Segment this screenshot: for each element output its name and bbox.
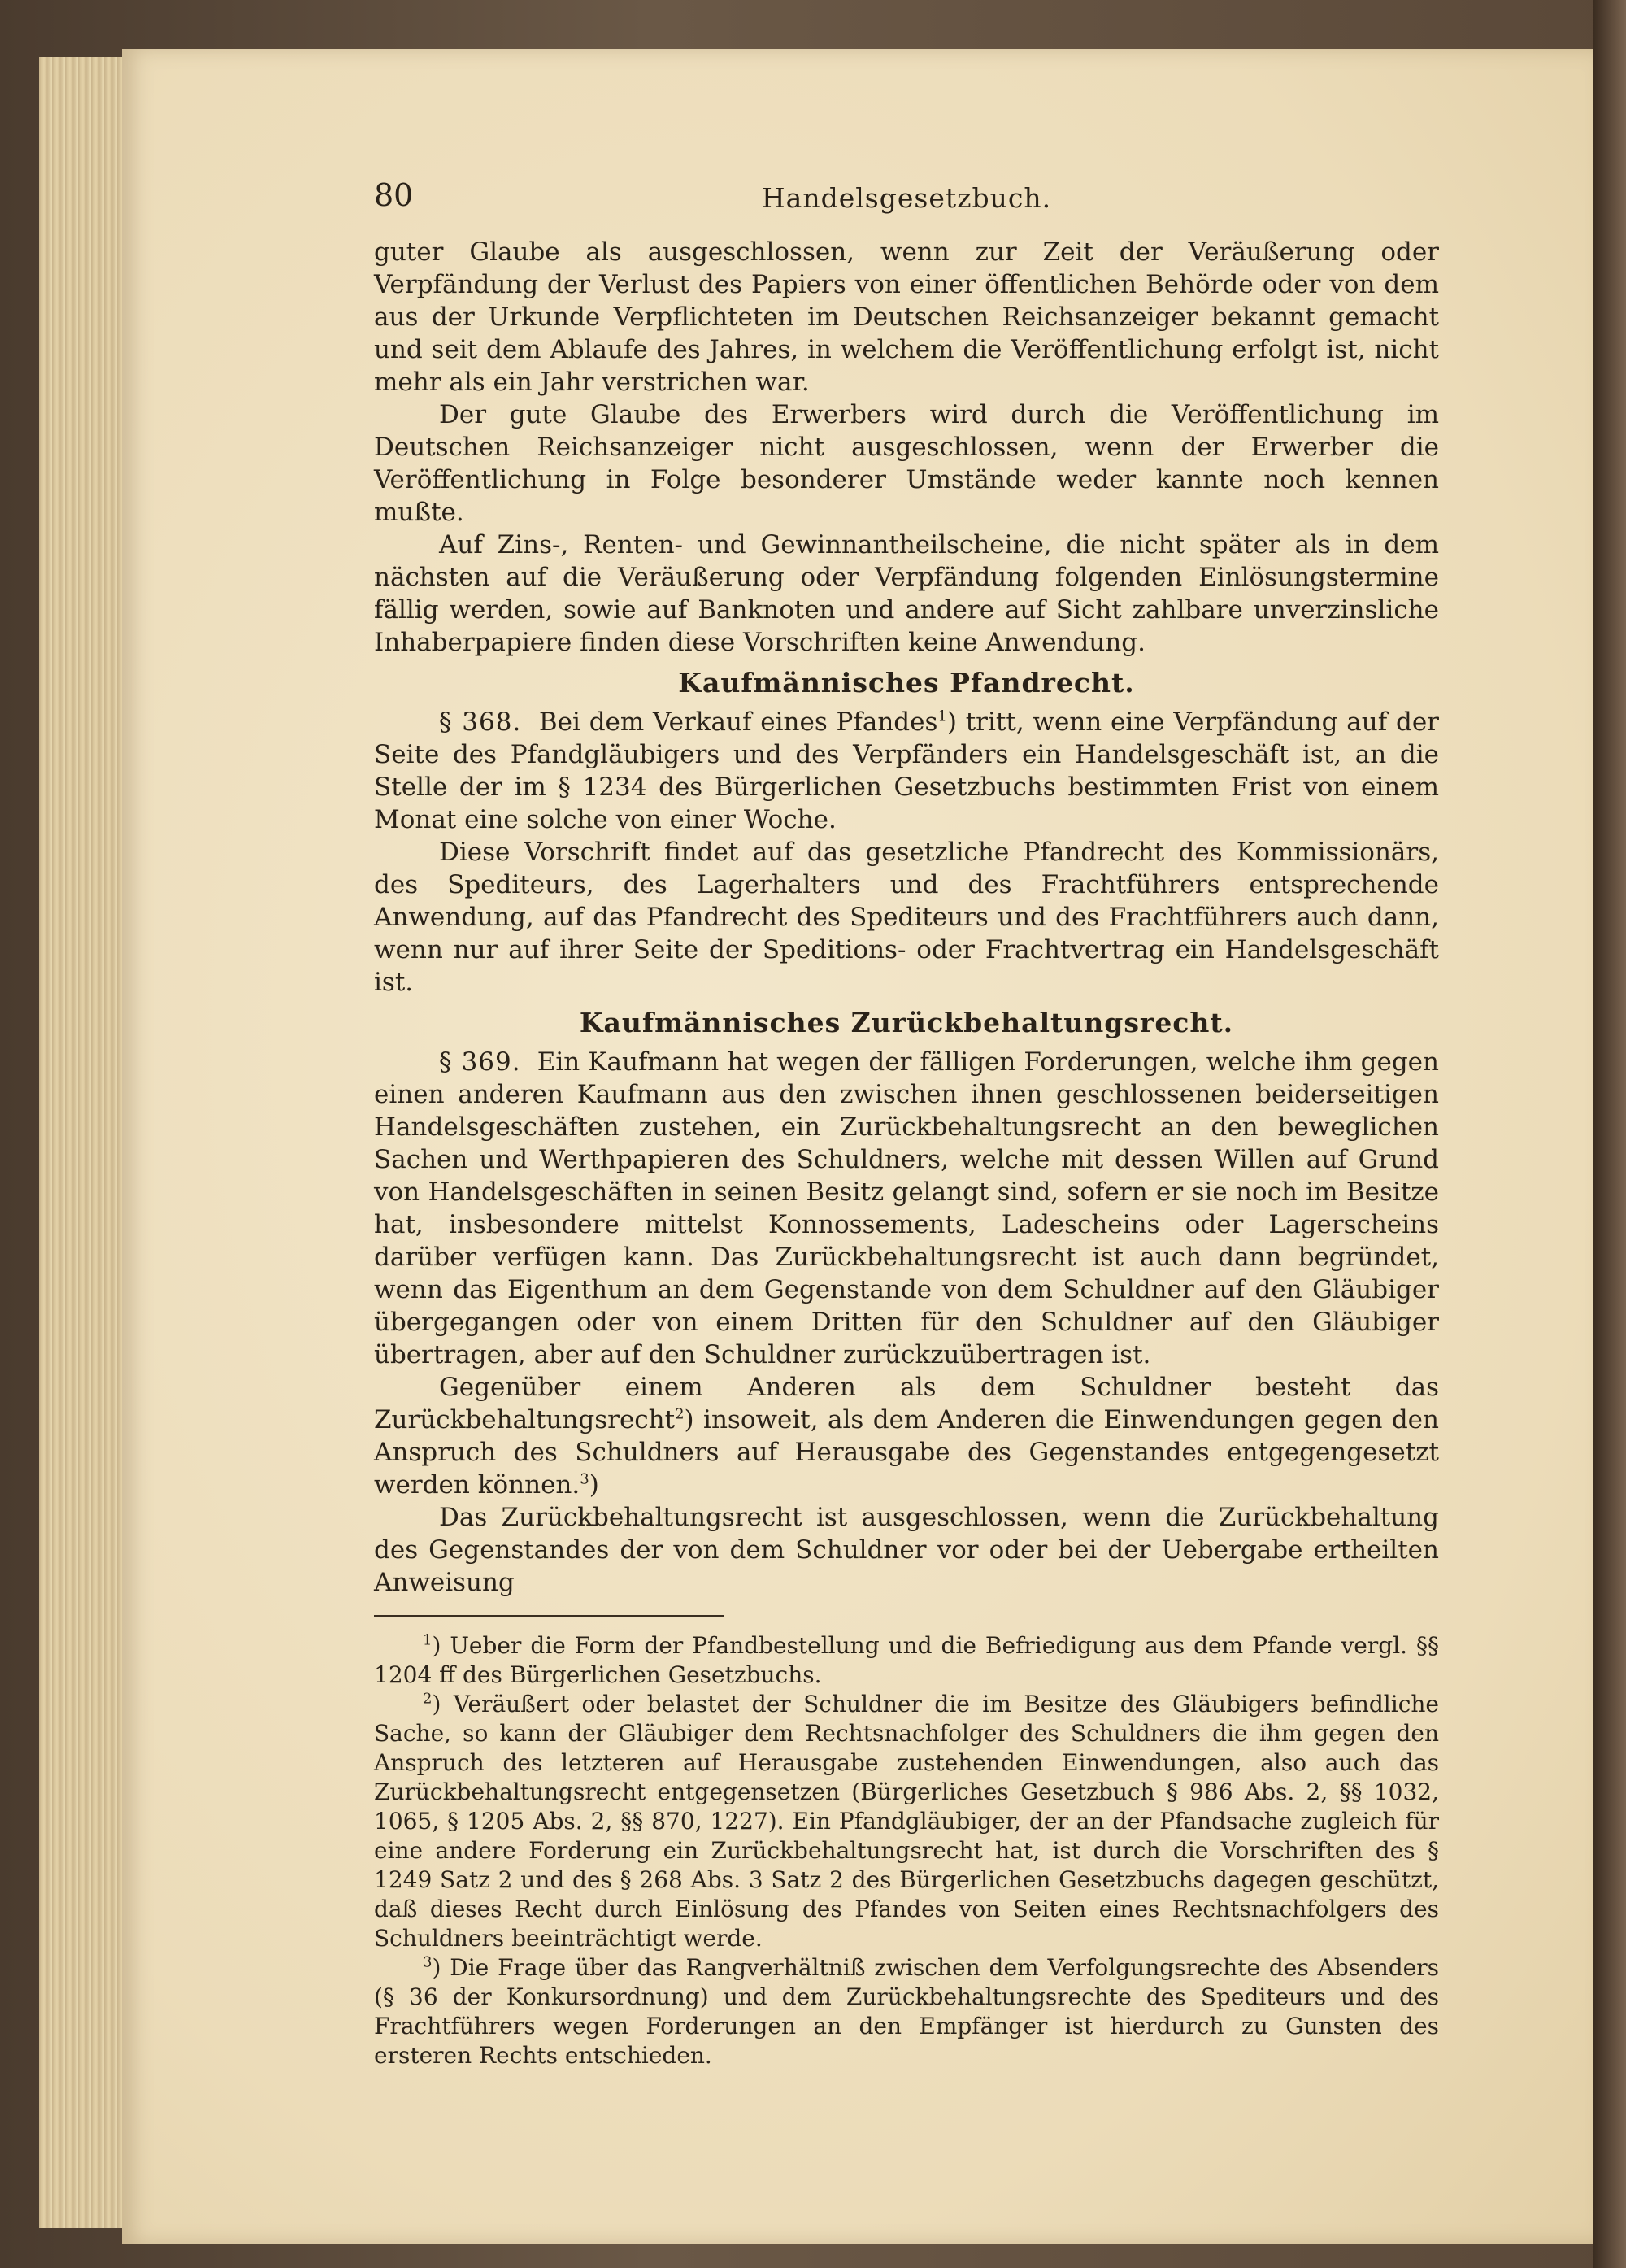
paragraph: Das Zurückbehaltungsrecht ist ausgeschlossen, wenn die Zurückbehaltung des Gegenstandes der von dem Schuldner vor oder bei der Uebergabe ertheilten Anweisung xyxy=(374,1503,1439,1597)
footnote-divider xyxy=(374,1615,724,1617)
footnote-ref[interactable]: 2 xyxy=(675,1405,685,1423)
footnote-ref[interactable]: 1 xyxy=(937,707,947,725)
footnotes xyxy=(374,1631,1439,2070)
section-text: Ein Kaufmann hat wegen der fälligen Forderungen, welche ihm gegen einen anderen Kaufmann aus den zwischen ihnen geschlossenen beiderseitigen Handelsgeschäften zustehen, ein Zurückbehaltungsrecht an den beweglichen Sachen und Werthpapieren des Schuldners, welche mit dessen Willen auf Grund von Handelsgeschäften in seinen Besitz gelangt sind, sofern er sie noch im Besitze hat, insbesondere mittelst Konnossements, Ladescheins oder Lagerscheins darüber verfügen kann. Das Zurückbehaltungsrecht ist auch dann begründet, wenn das Eigenthum an dem Gegenstande von dem Schuldner auf den Gläubiger übergegangen oder von einem Dritten für den Schuldner auf den Gläubiger übertragen, aber auf den Schuldner zurückzuübertragen ist. xyxy=(374,1047,1439,1369)
section-text: ) tritt, wenn eine Verpfändung auf der Seite des Pfandgläubigers und des Verpfänders ein Handelsgeschäft ist, an die Stelle der im § 1234 des Bürgerlichen Gesetzbuchs bestimmten Frist von einem Monat eine solche von einer Woche. xyxy=(374,707,1439,834)
running-title: Handelsgesetzbuch. xyxy=(761,182,1052,214)
footnote-1 xyxy=(374,1631,1439,1690)
footnote-mark: 1 xyxy=(423,1631,433,1649)
paragraph: Der gute Glaube des Erwerbers wird durch die Veröffentlichung im Deutschen Reichsanzeiger nicht ausgeschlossen, wenn der Erwerber die Veröffentlichung in Folge besonderer Umstände weder kannte noch kennen mußte. xyxy=(374,400,1439,527)
footnote-mark: 2 xyxy=(423,1690,433,1708)
section-heading: Kaufmännisches Zurückbehaltungsrecht. xyxy=(579,1007,1234,1038)
paragraph: Auf Zins-, Renten- und Gewinnantheilscheine, die nicht später als in dem nächsten auf die Veräußerung oder Verpfändung folgenden Einlösungstermine fällig werden, sowie auf Banknoten und andere auf Sicht zahlbare unverzinsliche Inhaberpapiere finden diese Vorschriften keine Anwendung. xyxy=(374,530,1439,657)
section-text: Bei dem Verkauf eines Pfandes xyxy=(538,707,938,737)
footnote-2 xyxy=(374,1690,1439,1953)
paragraph: guter Glaube als ausgeschlossen, wenn zur Zeit der Veräußerung oder Verpfändung der Verlust des Papiers von einer öffentlichen Behörde oder von dem aus der Urkunde Verpflichteten im Deutschen Reichsanzeiger bekannt gemacht und seit dem Ablaufe des Jahres, in welchem die Veröffentlichung erfolgt ist, nicht mehr als ein Jahr verstrichen war. xyxy=(374,237,1439,397)
book-binding-edge xyxy=(1593,0,1626,2268)
paragraph-text: ) xyxy=(589,1470,599,1500)
footnote-text: ) Veräußert oder belastet der Schuldner die im Besitze des Gläubigers befindliche Sache, so kann der Gläubiger dem Rechtsnachfolger des Schuldners die ihm gegen den Anspruch des letzteren auf Herausgabe zustehenden Einwendungen, also auch das Zurückbehaltungsrecht entgegensetzen (Bürgerliches Gesetzbuch § 986 Abs. 2, §§ 1032, 1065, § 1205 Abs. 2, §§ 870, 1227). Ein Pfandgläubiger, der an der Pfandsache zugleich für eine andere Forderung ein Zurückbehaltungsrecht hat, ist durch die Vorschriften des § 1249 Satz 2 und des § 268 Abs. 3 Satz 2 des Bürgerlichen Gesetzbuchs dagegen geschützt, daß dieses Recht durch Einlösung des Pfandes von Seiten eines Rechtsnachfolgers des Schuldners beeinträchtigt werde. xyxy=(374,1691,1439,1952)
footnote-ref[interactable]: 3 xyxy=(580,1470,589,1488)
page-content xyxy=(374,179,1439,2070)
section-369 xyxy=(374,1046,1439,1371)
footnote-3 xyxy=(374,1953,1439,2070)
paragraph: Diese Vorschrift findet auf das gesetzliche Pfandrecht des Kommissionärs, des Spediteurs, des Lagerhalters und des Frachtführers entsprechende Anwendung, auf das Pfandrecht des Spediteurs und des Frachtführers auch dann, wenn nur auf ihrer Seite der Speditions- oder Frachtvertrag ein Handelsgeschäft ist. xyxy=(374,838,1439,997)
paragraph xyxy=(374,1371,1439,1501)
page-number: 80 xyxy=(374,177,414,213)
section-number: § 368. xyxy=(439,707,522,737)
footnote-text: ) Die Frage über das Rangverhältniß zwischen dem Verfolgungsrechte des Absenders (§ 36 der Konkursordnung) und dem Zurückbehaltungsrechte des Spediteurs und des Frachtführers wegen Forderungen an den Empfänger ist hierdurch zu Gunsten des ersteren Rechts entschieden. xyxy=(374,1954,1439,2069)
footnote-text: ) Ueber die Form der Pfandbestellung und die Befriedigung aus dem Pfande vergl. §§ 1204 ff des Bürgerlichen Gesetzbuchs. xyxy=(374,1632,1439,1688)
page-header xyxy=(374,179,1439,236)
section-heading: Kaufmännisches Pfandrecht. xyxy=(678,667,1135,699)
paragraph-text: Gegenüber einem Anderen als dem Schuldner besteht das Zurückbehaltungsrecht xyxy=(374,1373,1439,1434)
footnote-mark: 3 xyxy=(423,1953,433,1971)
section-368 xyxy=(374,706,1439,836)
paragraph-text: ) insoweit, als dem Anderen die Einwendungen gegen den Anspruch des Schuldners auf Herausgabe des Gegenstandes entgegengesetzt werden können. xyxy=(374,1405,1439,1500)
section-number: § 369. xyxy=(439,1047,521,1077)
